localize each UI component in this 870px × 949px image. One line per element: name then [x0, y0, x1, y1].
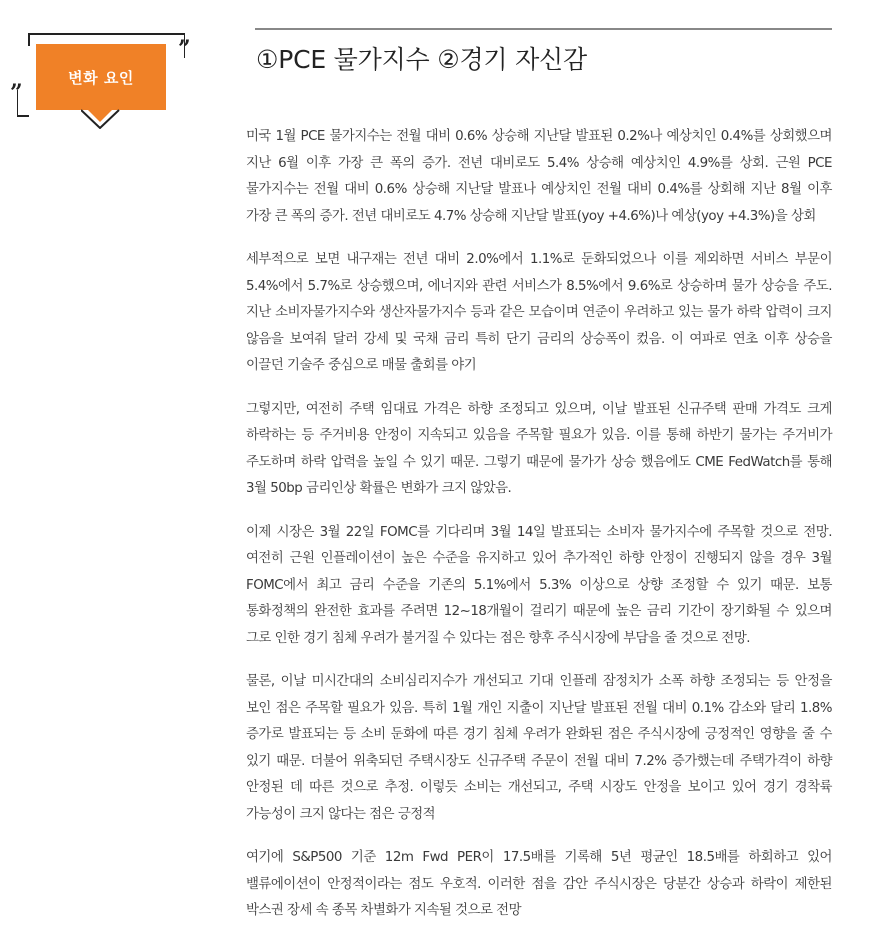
paragraph: 여기에 S&P500 기준 12m Fwd PER이 17.5배를 기록해 5년 평균인 18.5배를 하회하고 있어 밸류에이션이 안정적이라는 점도 우호적. 이러한 점을 감안 주식시장은 당분간 상승과 하락이 제한된 박스권 장세 속 종목 차별화가 지속될 것으로 전망: [246, 850, 832, 918]
paragraph: 물론, 이날 미시간대의 소비심리지수가 개선되고 기대 인플레 잠정치가 소폭 하향 조정되는 등 안정을 보인 점은 주목할 필요가 있음. 특히 1월 개인 지출이 지난달 발표된 전월 대비 0.1% 감소와 달리 1.8% 증가로 발표되는 등 소비 둔화에 따른 경기 침체 우려가 완화된 점은 주식시장에 긍정적인 영향을 줄 수 있기 때문. 더불어 위축되던 주택시장도 신규주택 주문이 전월 대비 7.2% 증가했는데 주택가격이 하향 안정된 데 따른 것으로 추정. 이렇듯 소비는 개선되고, 주택 시장도 안정을 보이고 있어 경기 경착륙 가능성이 크지 않다는 점은 긍정적: [246, 674, 832, 822]
paragraph: 세부적으로 보면 내구재는 전년 대비 2.0%에서 1.1%로 둔화되었으나 이를 제외하면 서비스 부문이 5.4%에서 5.7%로 상승했으며, 에너지와 관련 서비스가 8.5%에서 9.6%로 상승하며 물가 상승을 주도. 지난 소비자물가지수와 생산자물가지수 등과 같은 모습이며 연준이 우려하고 있는 물가 하락 압력이 크지 않음을 보여줘 달러 강세 및 국채 금리 특히 단기 금리의 상승폭이 컸음. 이 여파로 연초 이후 상승을 이끌던 기술주 중심으로 매물 출회를 야기: [246, 252, 832, 373]
callout-label: 변화 요인: [36, 44, 166, 110]
paragraph: 이제 시장은 3월 22일 FOMC를 기다리며 3월 14일 발표되는 소비자 물가지수에 주목할 것으로 전망. 여전히 근원 인플레이션이 높은 수준을 유지하고 있어 추가적인 하향 안정이 진행되지 않을 경우 3월 FOMC에서 최고 금리 수준을 기존의 5.1%에서 5.3% 이상으로 상향 조정할 수 있기 때문. 보통 통화정책의 완전한 효과를 주려면 12~18개월이 걸리기 때문에 높은 금리 기간이 장기화될 수 있으며 그로 인한 경기 침체 우려가 불거질 수 있다는 점은 향후 주식시장에 부담을 줄 것으로 전망.: [246, 524, 832, 646]
page-title: ①PCE 물가지수 ②경기 자신감: [256, 45, 587, 74]
quote-mark-open: ”: [10, 80, 23, 106]
title-rule: [255, 28, 832, 30]
callout-pointer-outline: [81, 109, 121, 129]
quote-mark-close: ”: [178, 36, 191, 62]
section-callout: [17, 30, 185, 118]
article-body: [246, 124, 832, 942]
paragraph: 미국 1월 PCE 물가지수는 전월 대비 0.6% 상승해 지난달 발표된 0.2%나 예상치인 0.4%를 상회했으며 지난 6월 이후 가장 큰 폭의 증가. 전년 대비로도 5.4% 상승해 예상치인 4.9%를 상회. 근원 PCE 물가지수는 전월 대비 0.6% 상승해 지난달 발표나 예상치인 전월 대비 0.4%를 상회해 지난 8월 이후 가장 큰 폭의 증가. 전년 대비로도 4.7% 상승해 지난달 발표(yoy +4.6%)나 예상(yoy +4.3%)을 상회: [246, 129, 832, 224]
paragraph: 그렇지만, 여전히 주택 임대료 가격은 하향 조정되고 있으며, 이날 발표된 신규주택 판매 가격도 크게 하락하는 등 주거비용 안정이 지속되고 있음을 주목할 필요가 있음. 이를 통해 하반기 물가는 주거비가 주도하며 하락 압력을 높일 수 있기 때문. 그렇기 때문에 물가가 상승 했음에도 CME FedWatch를 통해 3월 50bp 금리인상 확률은 변화가 크지 않았음.: [246, 401, 832, 496]
